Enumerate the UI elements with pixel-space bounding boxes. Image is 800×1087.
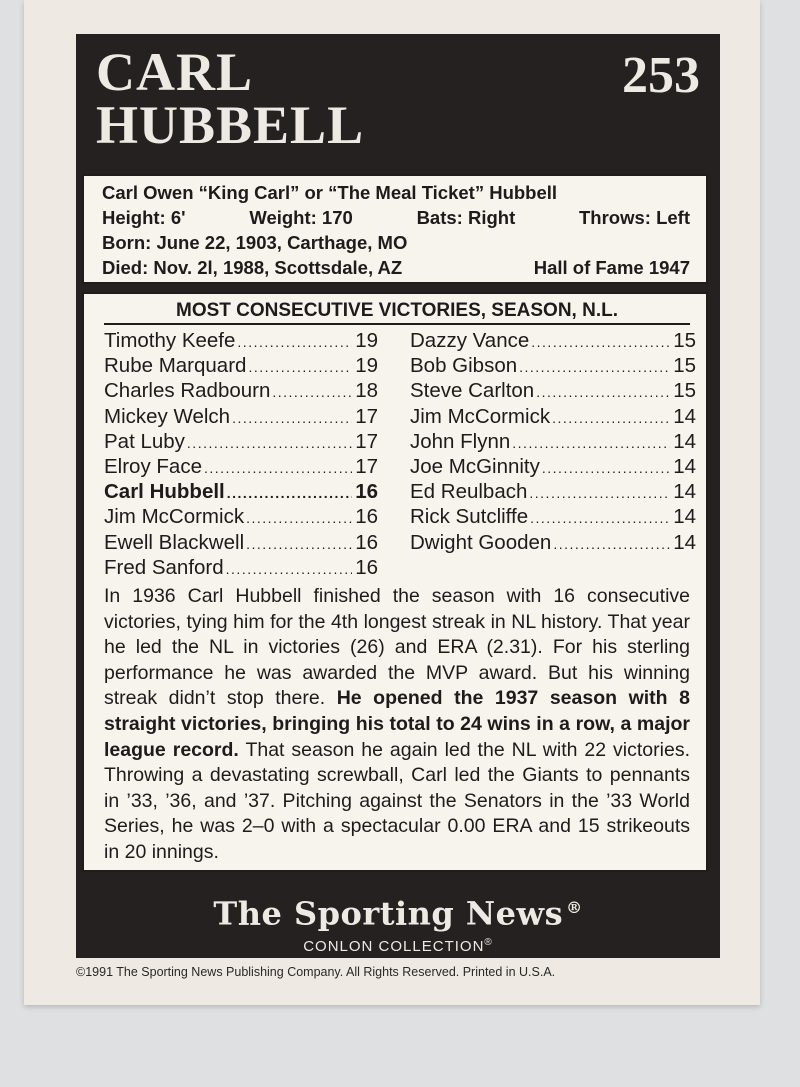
record-value: 14 bbox=[673, 429, 696, 453]
record-value: 19 bbox=[355, 329, 378, 352]
publisher-registered-mark: ® bbox=[566, 898, 583, 917]
record-value: 17 bbox=[355, 429, 378, 453]
player-first-name: CARL bbox=[96, 42, 254, 102]
bio-height: Height: 6' bbox=[102, 207, 186, 228]
bio-measurements-row bbox=[102, 205, 690, 230]
record-value: 14 bbox=[673, 505, 696, 529]
bio-full-name: Carl Owen “King Carl” or “The Meal Ticket” Hubbell bbox=[102, 182, 558, 203]
record-value: 15 bbox=[673, 379, 696, 403]
record-row bbox=[104, 404, 378, 429]
record-row bbox=[104, 454, 378, 479]
player-name bbox=[96, 42, 365, 155]
leader-dots bbox=[529, 481, 670, 504]
player-last-name: HUBBELL bbox=[96, 95, 365, 155]
leader-dots bbox=[204, 456, 352, 479]
leader-dots bbox=[512, 431, 670, 454]
record-row bbox=[410, 404, 696, 429]
bio-born: Born: June 22, 1903, Carthage, MO bbox=[102, 232, 408, 253]
card-frame bbox=[76, 34, 720, 958]
record-value: 17 bbox=[355, 454, 378, 478]
record-row bbox=[104, 328, 378, 353]
record-player-name: Rick Sutcliffe bbox=[410, 505, 529, 529]
record-value: 16 bbox=[355, 530, 378, 554]
leader-dots bbox=[542, 456, 670, 479]
stats-column-right bbox=[410, 328, 696, 555]
bio-died-row bbox=[102, 255, 690, 280]
leader-dots bbox=[530, 506, 670, 529]
record-value: 14 bbox=[673, 404, 696, 428]
record-value: 14 bbox=[673, 454, 696, 478]
leader-dots bbox=[519, 355, 670, 378]
record-player-name: Fred Sanford bbox=[104, 555, 224, 579]
record-row bbox=[410, 454, 696, 479]
record-player-name: Pat Luby bbox=[104, 429, 185, 453]
stats-column-left bbox=[104, 328, 378, 580]
record-row bbox=[104, 555, 378, 580]
bio-born-row bbox=[102, 230, 690, 255]
bio-throws: Throws: Left bbox=[579, 207, 690, 228]
record-player-name: Dazzy Vance bbox=[410, 329, 530, 352]
record-row bbox=[410, 328, 696, 353]
leader-dots bbox=[536, 380, 670, 403]
bio-bats: Bats: Right bbox=[416, 207, 516, 228]
record-row bbox=[410, 429, 696, 454]
bio-died: Died: Nov. 2l, 1988, Scottsdale, AZ bbox=[102, 257, 403, 278]
record-value: 18 bbox=[355, 379, 378, 403]
record-player-name: John Flynn bbox=[410, 429, 511, 453]
record-player-name: Timothy Keefe bbox=[104, 329, 236, 352]
stats-panel bbox=[82, 292, 708, 872]
record-value: 14 bbox=[673, 480, 696, 504]
story-part-1: In 1936 Carl Hubbell finished the season with 16 consecutive victories, tying him for the 4th longest streak in NL history. That year he led the NL in victories (26) and ERA (2.31). For his sterling performance he was awarded the MVP award. But his winning streak didn’t stop there. bbox=[104, 585, 690, 710]
record-player-name: Dwight Gooden bbox=[410, 530, 552, 554]
publisher-logo bbox=[76, 890, 720, 956]
story-paragraph bbox=[104, 584, 690, 866]
record-value: 15 bbox=[673, 354, 696, 378]
record-value: 19 bbox=[355, 354, 378, 378]
leader-dots bbox=[553, 532, 670, 555]
leader-dots bbox=[246, 506, 352, 529]
leader-dots bbox=[232, 406, 352, 429]
record-value: 15 bbox=[673, 329, 696, 352]
record-player-name: Bob Gibson bbox=[410, 354, 518, 378]
record-value: 16 bbox=[355, 505, 378, 529]
leader-dots bbox=[227, 481, 352, 504]
stats-title: MOST CONSECUTIVE VICTORIES, SEASON, N.L. bbox=[104, 300, 690, 325]
bio-hall-of-fame: Hall of Fame 1947 bbox=[533, 257, 690, 278]
record-player-name: Joe McGinnity bbox=[410, 454, 540, 478]
record-row bbox=[410, 504, 696, 529]
bio-weight: Weight: 170 bbox=[249, 207, 353, 228]
record-row bbox=[104, 429, 378, 454]
bio-panel bbox=[82, 174, 708, 284]
record-player-name: Mickey Welch bbox=[104, 404, 231, 428]
baseball-card-back bbox=[24, 0, 760, 1005]
record-value: 16 bbox=[355, 555, 378, 579]
record-player-name: Ed Reulbach bbox=[410, 480, 528, 504]
bio-full-name-row bbox=[102, 180, 690, 205]
record-row bbox=[104, 353, 378, 378]
leader-dots bbox=[246, 532, 352, 555]
collection-registered-mark: ® bbox=[484, 936, 493, 948]
record-player-name: Rube Marquard bbox=[104, 354, 247, 378]
publisher-name: The Sporting News bbox=[213, 894, 564, 933]
leader-dots bbox=[272, 380, 352, 403]
record-row bbox=[104, 530, 378, 555]
leader-dots bbox=[187, 431, 352, 454]
leader-dots bbox=[531, 330, 670, 353]
record-player-name: Carl Hubbell bbox=[104, 480, 225, 504]
record-value: 17 bbox=[355, 404, 378, 428]
record-player-name: Ewell Blackwell bbox=[104, 530, 245, 554]
leader-dots bbox=[226, 557, 353, 580]
record-player-name: Steve Carlton bbox=[410, 379, 535, 403]
record-row bbox=[410, 479, 696, 504]
story-part-3: That season he again led the NL with 22 victories. Throwing a devastating screwball, Carl led the Giants to pennants in ’33, ’36, and ’37. Pitching against the Senators in the ’33 World Series, he was 2–0 with a spectacular 0.00 ERA and 15 strikeouts in 20 innings. bbox=[104, 738, 690, 863]
collection-name: CONLON COLLECTION bbox=[303, 937, 485, 955]
record-value: 14 bbox=[673, 530, 696, 554]
record-row bbox=[410, 378, 696, 403]
record-player-name: Elroy Face bbox=[104, 454, 202, 478]
record-row bbox=[104, 504, 378, 529]
leader-dots bbox=[237, 330, 352, 353]
copyright-notice: ©1991 The Sporting News Publishing Company. All Rights Reserved. Printed in U.S.A. bbox=[76, 965, 556, 979]
record-row bbox=[410, 353, 696, 378]
leader-dots bbox=[248, 355, 352, 378]
leader-dots bbox=[552, 406, 670, 429]
card-number: 253 bbox=[622, 47, 700, 104]
record-value: 16 bbox=[355, 480, 378, 504]
record-player-name: Jim McCormick bbox=[410, 404, 551, 428]
record-player-name: Jim McCormick bbox=[104, 505, 245, 529]
story-part-2-bold: He opened the 1937 season with 8 straight victories, bringing his total to 24 wins in a row, a major league record. bbox=[104, 687, 690, 761]
record-player-name: Charles Radbourn bbox=[104, 379, 271, 403]
record-row bbox=[104, 378, 378, 403]
record-row bbox=[410, 530, 696, 555]
record-row bbox=[104, 479, 378, 504]
